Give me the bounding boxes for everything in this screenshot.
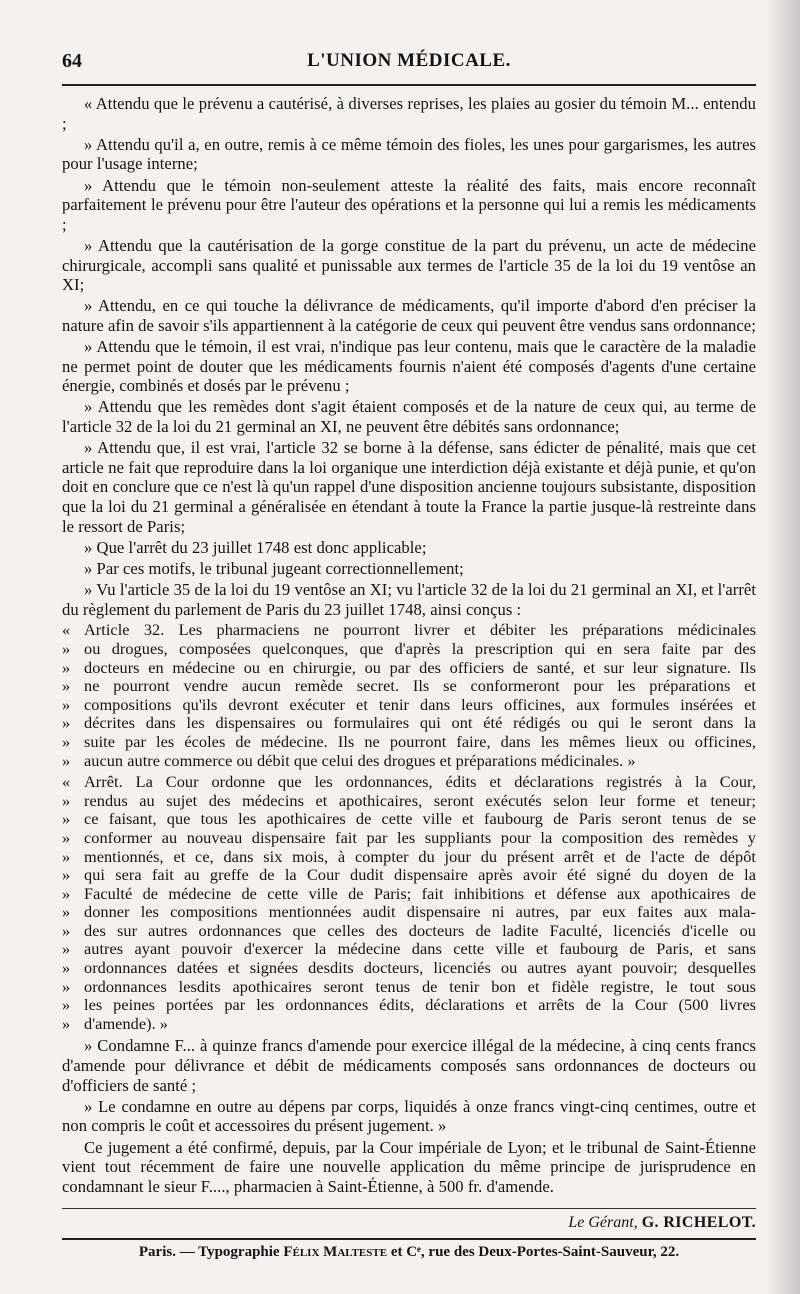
quote-line [62, 733, 756, 752]
quote-line [62, 714, 756, 733]
paragraph: » Attendu qu'il a, en outre, remis à ce même témoin des fioles, les unes pour gargarismes, les autres pour l'usage interne; [62, 134, 756, 174]
quote-line-text: conformer au nouveau dispensaire fait par les suppliants pour la composition des remèdes y [84, 827, 756, 847]
quote-line-text: ordonnances datées et signées desdits docteurs, licenciés ou autres ayant pouvoir; desquelles [84, 958, 756, 978]
paragraph: « Attendu que le prévenu a cautérisé, à diverses reprises, les plaies au gosier du témoin M... entendu ; [62, 94, 756, 133]
quote-line-text: mentionnés, et ce, dans six mois, à compter du jour du présent arrêt et de l'acte de dépôt [84, 846, 756, 866]
quote-mark: » [62, 809, 71, 829]
quote-line [62, 696, 756, 715]
running-header [62, 50, 756, 78]
quote-line-text: les peines portées par les ordonnances édits, déclarations et arrêts de la Cour (500 livres [84, 995, 756, 1015]
quote-line [62, 885, 756, 904]
quote-line [62, 829, 756, 848]
paragraph: » Vu l'article 35 de la loi du 19 ventôse an XI; vu l'article 32 de la loi du 21 germinal an XI, et l'arrêt du règlement du parlement de Paris du 23 juillet 1748, ainsi conçus : [62, 580, 756, 619]
quote-mark: « [62, 620, 71, 640]
signature-rule [62, 1208, 756, 1209]
header-rule [62, 84, 756, 86]
quote-line-text: docteurs en médecine ou en chirurgie, ou par des officiers de santé, et sur leur signature. Ils [84, 657, 756, 677]
paragraph: » Que l'arrêt du 23 juillet 1748 est donc applicable; [84, 537, 427, 557]
quote-line-text: décrites dans les dispensaires ou formulaires qui ont été rédigés ou qui le seront dans la [84, 713, 756, 733]
quoted-article-32 [62, 621, 756, 770]
quote-mark: » [62, 846, 71, 866]
quote-mark: » [62, 676, 71, 696]
quote-line-text: autres ayant pouvoir d'exercer la médecine dans cette ville et faubourg de Paris, et sans [84, 939, 756, 959]
imprint-prefix: Paris. — Typographie [138, 1244, 280, 1260]
quote-mark: » [62, 865, 71, 885]
quote-mark: » [62, 976, 71, 996]
quote-mark: » [62, 958, 71, 978]
quote-mark: » [62, 694, 71, 714]
paragraph: » Attendu que le témoin non-seulement atteste la réalité des faits, mais encore reconnaît parfaitement le prévenu pour être l'auteur des opérations et la personne qui lui a remis les médicaments ; [62, 175, 756, 234]
paragraph: Ce jugement a été confirmé, depuis, par la Cour impériale de Lyon; et le tribunal de Saint-Étienne vient tout récemment de faire une nouvelle application du même principe de jurisprudence en condamnant le sieur F...., pharmacien à Saint-Étienne, à 500 fr. d'amende. [62, 1137, 756, 1196]
footer-rule [62, 1238, 756, 1240]
imprint-suffix: et Cᵉ, rue des Deux-Portes-Saint-Sauveur, 22. [390, 1244, 680, 1260]
quote-mark: » [62, 750, 71, 770]
quote-line [62, 752, 756, 771]
quote-line-text: ou drogues, composées quelconques, que d'après la prescription qui en sera faite par des [84, 638, 756, 658]
paragraph: » Le condamne en outre au dépens par corps, liquidés à onze francs vingt-cinq centimes, outre et non compris le coût et accessoires du présent jugement. » [62, 1096, 756, 1136]
quote-line [62, 792, 756, 811]
quote-line-text: d'amende). » [84, 1013, 169, 1033]
printer-imprint [62, 1244, 756, 1261]
quote-mark: » [62, 995, 71, 1015]
quote-line [62, 996, 756, 1015]
quote-line-text: Article 32. Les pharmaciens ne pourront livrer et débiter les préparations médicinales [84, 620, 756, 640]
quote-line-text: rendus au sujet des médecins et apothicaires, seront exécutés selon leur forme et teneur; [84, 790, 756, 810]
quote-mark: » [62, 920, 71, 940]
article-body [62, 94, 756, 1198]
quote-line [62, 848, 756, 867]
quote-line [62, 773, 756, 792]
quote-line-text: qui sera fait au greffe de la Cour dudit dispensaire après avoir été signé du doyen de la [84, 865, 756, 885]
quote-line [62, 659, 756, 678]
quote-mark: » [62, 713, 71, 733]
quote-mark: » [62, 790, 71, 810]
quote-line [62, 940, 756, 959]
quote-line [62, 621, 756, 640]
quote-line [62, 810, 756, 829]
quote-line-text: ce faisant, que tous les apothicaires de cette ville et faubourg de Paris seront tenus de se [84, 809, 756, 829]
quote-line-text: aucun autre commerce ou débit que celui des drogues et préparations médicinales. » [84, 750, 636, 770]
quote-mark: » [62, 939, 71, 959]
page-edge-shadow [766, 0, 800, 1294]
quote-mark: » [62, 657, 71, 677]
quote-line-text: donner les compositions mentionnées audit dispensaire ni autres, par eux faites aux mala- [84, 902, 756, 922]
journal-title: L'UNION MÉDICALE. [307, 50, 511, 71]
quote-line [62, 922, 756, 941]
quote-mark: » [62, 731, 71, 751]
quote-line-text: Faculté de médecine de cette ville de Paris; fait inhibitions et défense aux apothicaires de [84, 883, 756, 903]
quote-line [62, 978, 756, 997]
page-number: 64 [62, 50, 82, 72]
gerant-label: Le Gérant, [568, 1214, 638, 1231]
paragraph: » Attendu que la cautérisation de la gorge constitue de la part du prévenu, un acte de médecine chirurgicale, accompli sans qualité et punissable aux termes de l'article 35 de la loi du 19 ventôse an XI; [62, 235, 756, 295]
quote-line-text: Arrêt. La Cour ordonne que les ordonnances, édits et déclarations registrés à la Cour, [84, 772, 756, 792]
quote-line-text: ordonnances lesdits apothicaires seront tenus de tenir bon et fidèle registre, le tout sous [84, 976, 756, 996]
quoted-arret [62, 773, 756, 1033]
paragraph: » Attendu que le témoin, il est vrai, n'indique pas leur contenu, mais que le caractère de la maladie ne permet point de douter que les médicaments fournis n'aient été composés d'agents d'une certaine énergie, combinés et dosés par le prévenu ; [62, 337, 756, 396]
quote-mark: « [62, 772, 71, 792]
quote-line [62, 959, 756, 978]
gerant-name: G. RICHELOT. [641, 1214, 756, 1231]
paragraph: » Par ces motifs, le tribunal jugeant correctionnellement; [84, 559, 464, 578]
quote-mark: » [62, 638, 71, 658]
paragraph: » Attendu que, il est vrai, l'article 32 se borne à la défense, sans édicter de pénalité, mais que cet article ne fait que reproduire dans la loi organique une interdiction déjà existante et déjà punie, et qu'on doit en conclure que ce n'est là qu'un rappel d'une disposition ancienne toujours subsistante, disposition que la loi du 21 germinal a généralisée en étendant à toute la France la partie jusque-là restreinte dans le ressort de Paris; [62, 438, 756, 536]
quote-mark: » [62, 827, 71, 847]
quote-line [62, 640, 756, 659]
paragraph: » Attendu, en ce qui touche la délivrance de médicaments, qu'il importe d'abord d'en préciser la nature afin de savoir s'ils appartiennent à la catégorie de ceux qui peuvent être vendus sans ordonnance; [62, 296, 756, 335]
quote-line [62, 866, 756, 885]
quote-line-text: compositions qu'ils devront exécuter et tenir dans leurs officines, aux formules insérées et [84, 694, 756, 714]
gerant-signature [568, 1214, 756, 1232]
paragraph: » Attendu que les remèdes dont s'agit étaient composés et de la nature de ceux qui, au terme de l'article 32 de la loi du 21 germinal an XI, ne peuvent être débités sans ordonnance; [62, 397, 756, 437]
quote-line-text: des sur autres ordonnances que celles des docteurs de ladite Faculté, licenciés d'icelle ou [84, 920, 756, 940]
quote-line [62, 903, 756, 922]
quote-line [62, 1015, 756, 1034]
paragraph: » Condamne F... à quinze francs d'amende pour exercice illégal de la médecine, à cinq cents francs d'amende pour délivrance et débit de médicaments composés sans ordonnances de docteurs ou d'officiers de santé ; [62, 1036, 756, 1095]
quote-mark: » [62, 883, 71, 903]
quote-mark: » [62, 902, 71, 922]
imprint-printer: Félix Malteste [283, 1244, 388, 1260]
quote-line [62, 677, 756, 696]
quote-mark: » [62, 1013, 71, 1033]
quote-line-text: ne pourront vendre aucun remède secret. Ils se conformeront pour les préparations et [84, 676, 756, 696]
quote-line-text: suite par les écoles de médecine. Ils ne pourront faire, dans les mêmes lieux ou officines, [84, 731, 756, 751]
